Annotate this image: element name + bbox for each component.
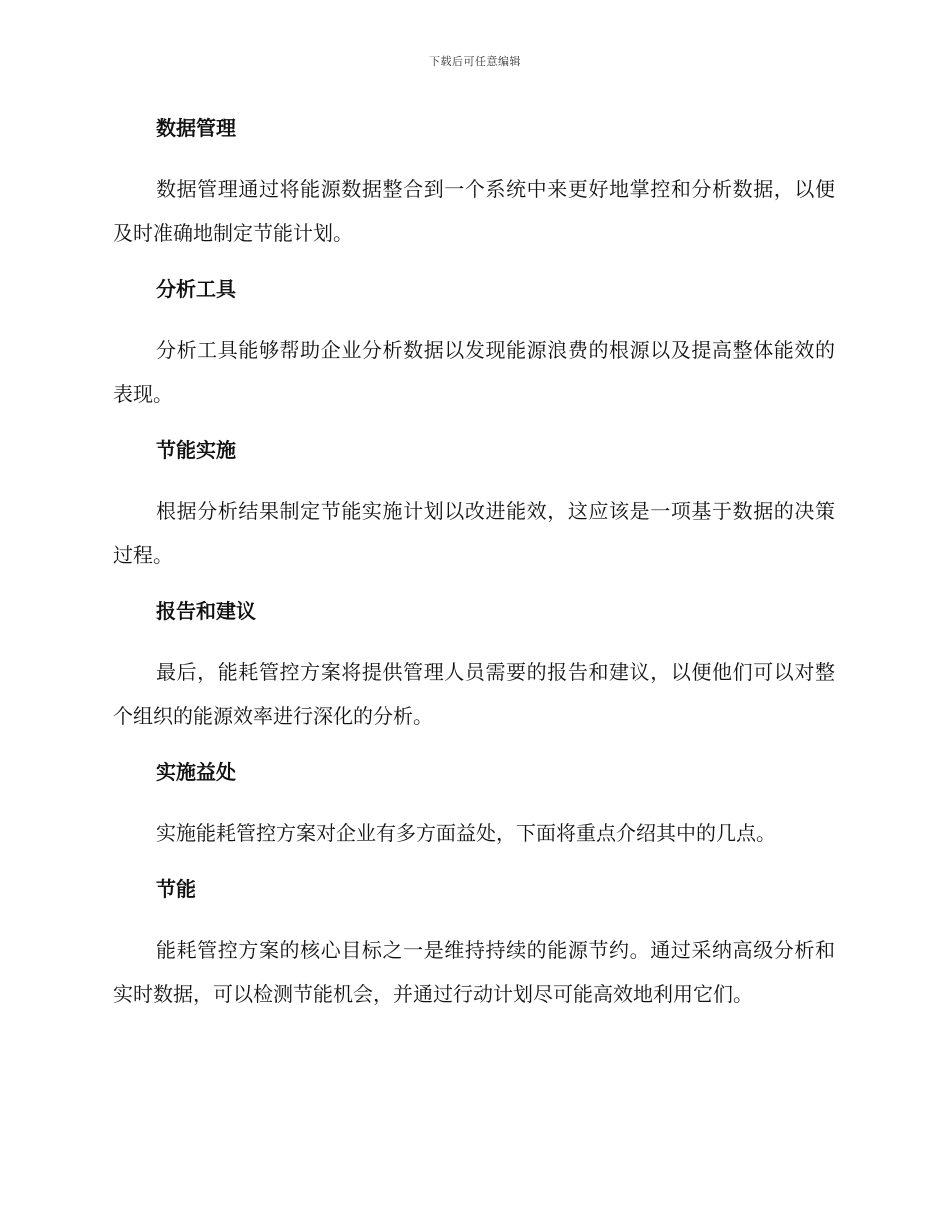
section-body-energy-saving-implementation: 根据分析结果制定节能实施计划以改进能效，这应该是一项基于数据的决策过程。 [113,499,835,567]
document-body [113,112,835,1016]
page-header-note: 下载后可任意编辑 [429,55,521,68]
section-body-implementation-benefits: 实施能耗管控方案对企业有多方面益处，下面将重点介绍其中的几点。 [156,821,776,845]
section-heading-data-management: 数据管理 [156,116,236,140]
section-heading-implementation-benefits: 实施益处 [156,760,236,784]
section-body-analysis-tools: 分析工具能够帮助企业分析数据以发现能源浪费的根源以及提高整体能效的表现。 [113,338,835,406]
section-heading-analysis-tools: 分析工具 [156,277,236,301]
section-heading-energy-saving: 节能 [156,877,196,901]
section-heading-energy-saving-implementation: 节能实施 [156,438,236,462]
section-heading-reports-and-recommendations: 报告和建议 [156,599,256,623]
section-body-reports-and-recommendations: 最后，能耗管控方案将提供管理人员需要的报告和建议，以便他们可以对整个组织的能源效率进行深化的分析。 [113,660,835,728]
section-body-energy-saving: 能耗管控方案的核心目标之一是维持持续的能源节约。通过采纳高级分析和实时数据，可以检测节能机会，并通过行动计划尽可能高效地利用它们。 [113,938,835,1006]
section-body-data-management: 数据管理通过将能源数据整合到一个系统中来更好地掌控和分析数据，以便及时准确地制定节能计划。 [113,177,835,245]
